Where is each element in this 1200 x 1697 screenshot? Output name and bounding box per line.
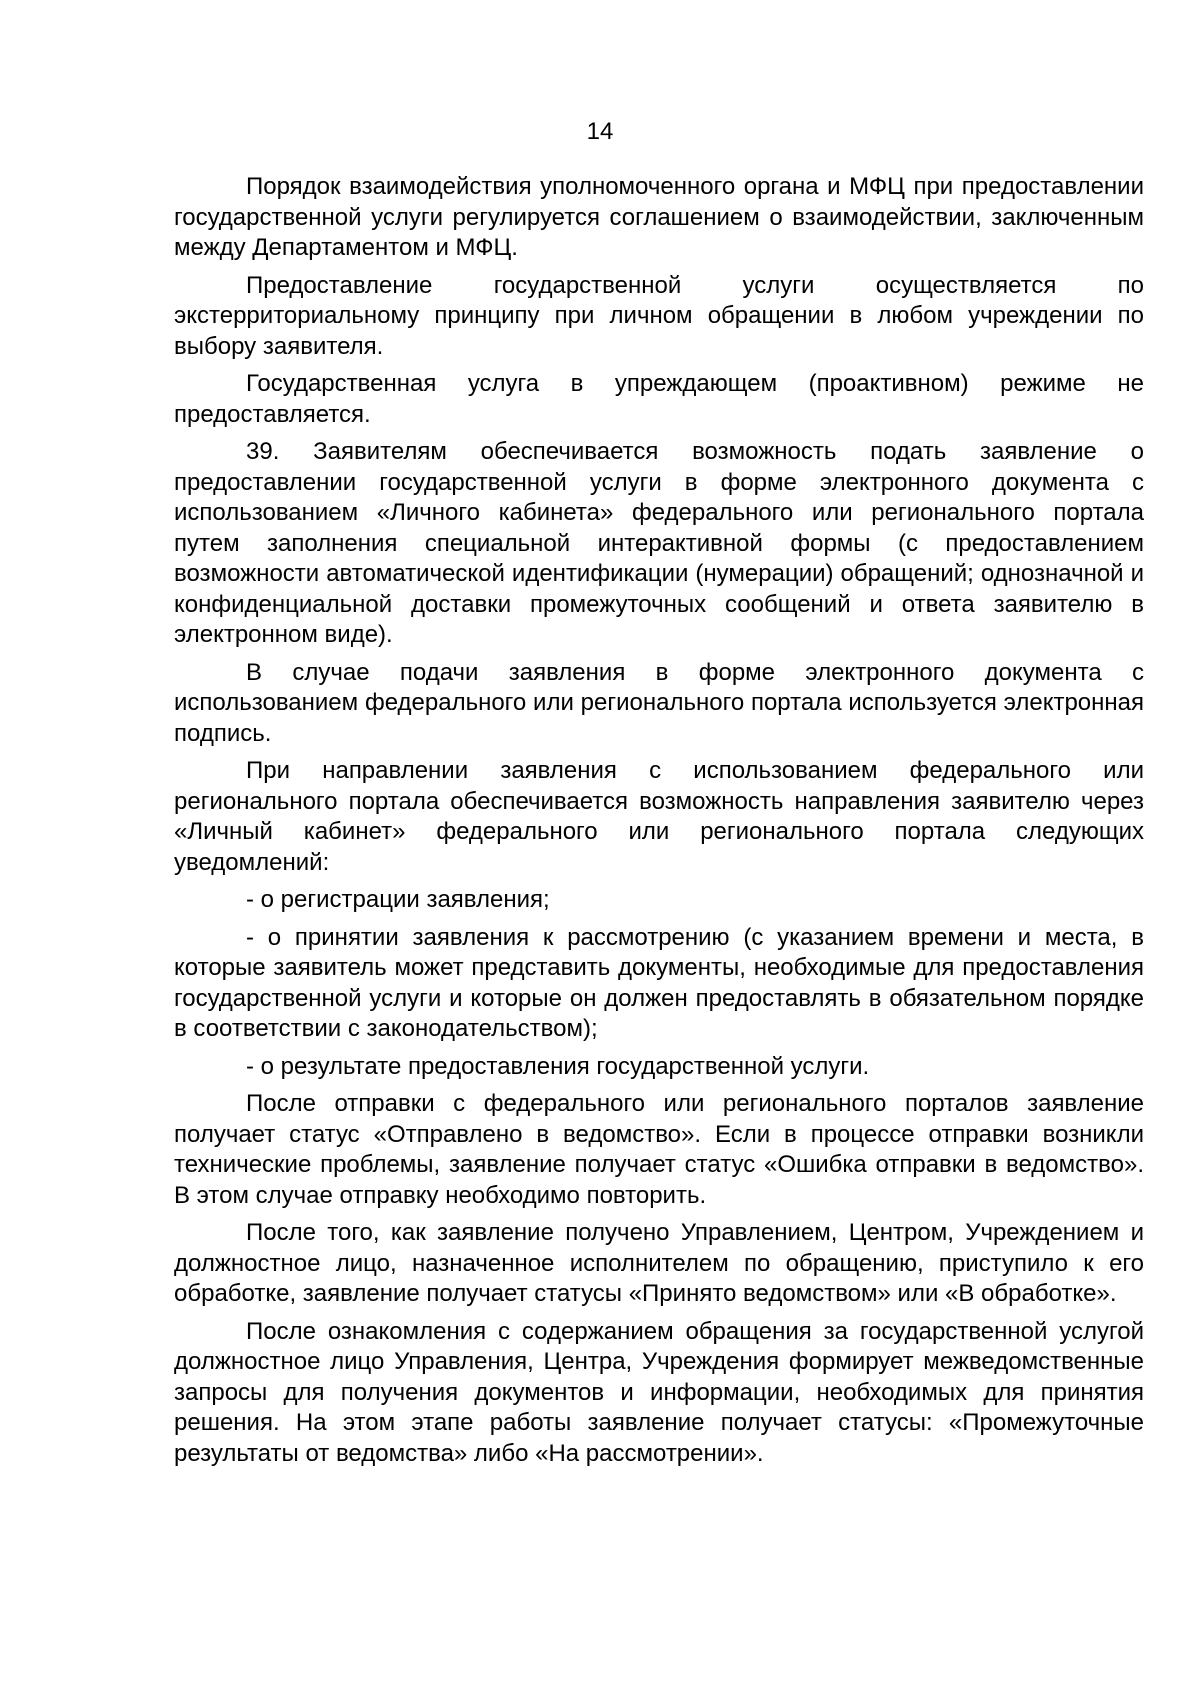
paragraph-notifications-intro: При направлении заявления с использованием федерального или регионального портала обеспечивается возможность направления заявителю через «Личный кабинет» федерального или регионального портала следующих уведомлений:: [174, 757, 1144, 876]
paragraph-proactive-mode: Государственная услуга в упреждающем (проактивном) режиме не предоставляется.: [174, 370, 1144, 428]
paragraph-electronic-signature: В случае подачи заявления в форме электронного документа с использованием федерального или регионального портала используется электронная подпись.: [174, 658, 1144, 747]
paragraph-status-accepted: После того, как заявление получено Управлением, Центром, Учреждением и должностное лицо, назначенное исполнителем по обращению, приступило к его обработке, заявление получает статусы «Принято ведомством» или «В обработке».: [174, 1219, 1144, 1307]
paragraph-status-review: После ознакомления с содержанием обращения за государственной услугой должностное лицо Управления, Центра, Учреждения формирует межведомственные запросы для получения документов и информации, необходимых для принятия решения. На этом этапе работы заявление получает статусы: «Промежуточные результаты от ведомства» либо «На рассмотрении».: [174, 1317, 1144, 1467]
document-body: [174, 172, 1144, 1476]
paragraph-mfc-interaction: Порядок взаимодействия уполномоченного органа и МФЦ при предоставлении государственной услуги регулируется соглашением о взаимодействии, заключенным между Департаментом и МФЦ.: [174, 173, 1144, 261]
list-item-result: - о результате предоставления государственной услуги.: [246, 1052, 870, 1080]
paragraph-39-electronic-application: 39. Заявителям обеспечивается возможность подать заявление о предоставлении государственной услуги в форме электронного документа с использованием «Личного кабинета» федерального или регионального портала путем заполнения специальной интерактивной формы (с предоставлением возможности автоматической идентификации (нумерации) обращений; однозначной и конфиденциальной доставки промежуточных сообщений и ответа заявителю в электронном виде).: [174, 438, 1144, 648]
paragraph-status-sent: После отправки с федерального или регионального порталов заявление получает статус «Отправлено в ведомство». Если в процессе отправки возникли технические проблемы, заявление получает статус «Ошибка отправки в ведомство». В этом случае отправку необходимо повторить.: [174, 1090, 1144, 1209]
paragraph-extraterritorial: Предоставление государственной услуги осуществляется по экстерриториальному принципу при личном обращении в любом учреждении по выбору заявителя.: [174, 271, 1144, 360]
list-item-registration: - о регистрации заявления;: [246, 886, 550, 913]
list-item-acceptance: - о принятии заявления к рассмотрению (с указанием времени и места, в которые заявитель может представить документы, необходимые для предоставления государственной услуги и которые он должен предоставлять в обязательном порядке в соответствии с законодательством);: [174, 923, 1144, 1042]
page-number: 14: [586, 118, 614, 145]
